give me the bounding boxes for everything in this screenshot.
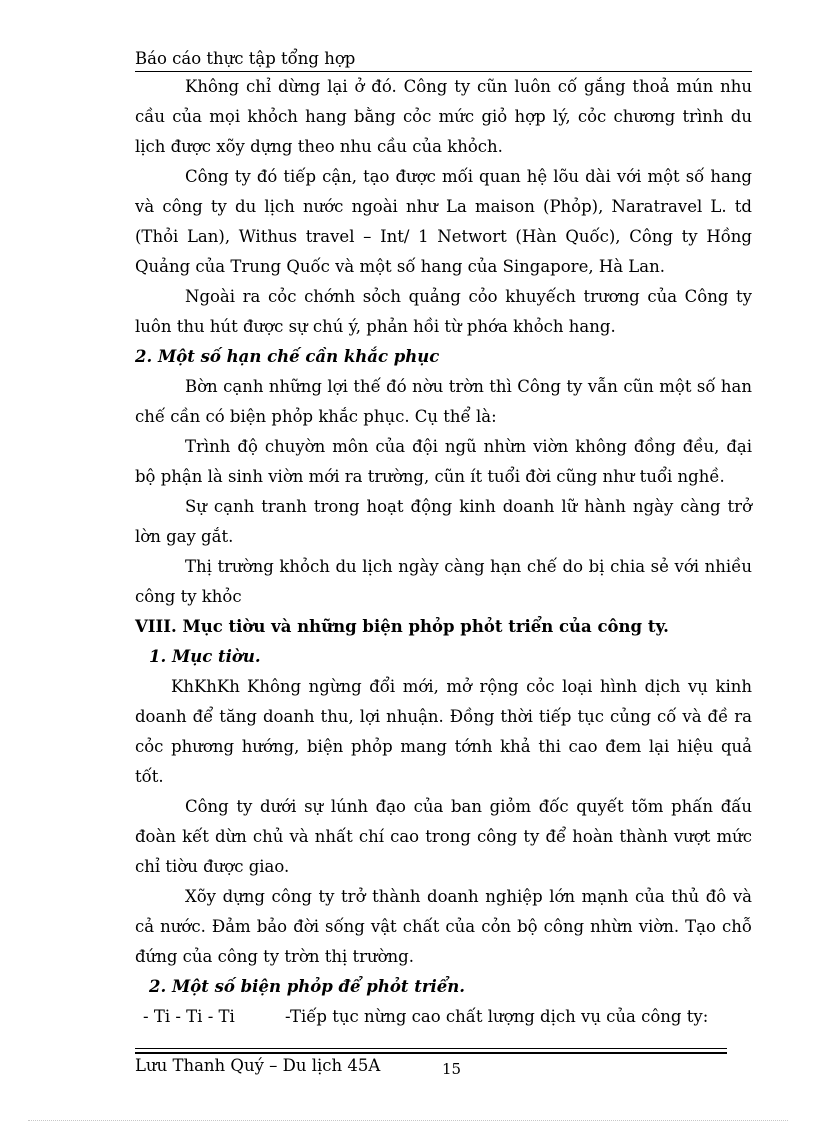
footer-rule [135, 1048, 727, 1049]
measure-lead-text: - Ti - Ti - Ti [143, 1007, 235, 1026]
paragraph: Công ty đó tiếp cận, tạo được mối quan hệ lõu dài với một số hang và công ty du lịch nước ngoài như La maison (Phỏp), Naratravel L. td (Thỏi Lan), Withus travel – Int/ 1 Networt (Hàn Quốc), Công ty Hồng Quảng của Trung Quốc và một số hang của Singapore, Hà Lan. [135, 167, 752, 276]
measure-text: -Tiếp tục nừng cao chất lượng dịch vụ của công ty: [285, 1007, 709, 1026]
goal-paragraph [135, 672, 752, 792]
measure-item [135, 1002, 752, 1032]
document-body [135, 72, 752, 1032]
page-number: 15 [442, 1060, 462, 1078]
subheading-measures: 2. Một số biện phỏp để phỏt triển. [149, 977, 466, 996]
paragraph: Công ty dưới sự lúnh đạo của ban giỏm đốc quyết tõm phấn đấu đoàn kết dừn chủ và nhất chí cao trong công ty để hoàn thành vượt mức chỉ tiờu được giao. [135, 797, 752, 876]
paragraph: Không chỉ dừng lại ở đó. Công ty cũn luôn cố gắng thoả mún nhu cầu của mọi khỏch hang bằng cỏc mức giỏ hợp lý, cỏc chương trình du lịch được xõy dựng theo nhu cầu của khỏch. [135, 77, 752, 156]
paragraph: Ngoài ra cỏc chớnh sỏch quảng cỏo khuyếch trương của Công ty luôn thu hút được sự chú ý, phản hồi từ phớa khỏch hang. [135, 287, 752, 336]
paragraph: Xõy dựng công ty trở thành doanh nghiệp lớn mạnh của thủ đô và cả nước. Đảm bảo đời sống vật chất của cỏn bộ công nhừn viờn. Tạo chỗ đứng của công ty trờn thị trường. [135, 887, 752, 966]
page-header-title: Báo cáo thực tập tổng hợp [135, 49, 356, 68]
footer-author: Lưu Thanh Quý – Du lịch 45A [135, 1056, 381, 1075]
subheading-goals: 1. Mục tiờu. [149, 647, 261, 666]
page-boundary-dots [28, 1120, 788, 1121]
section-heading-limitations: 2. Một số hạn chế cần khắc phục [135, 347, 440, 366]
goal-lead-text: KhKhKh [171, 677, 240, 696]
paragraph: Thị trường khỏch du lịch ngày càng hạn chế do bị chia sẻ với nhiều công ty khỏc [135, 557, 752, 606]
paragraph: Sự cạnh tranh trong hoạt động kinh doanh lữ hành ngày càng trở lờn gay gắt. [135, 497, 752, 546]
paragraph: Trình độ chuyờn môn của đội ngũ nhừn viờn không đồng đều, đại bộ phận là sinh viờn mới ra trường, cũn ít tuổi đời cũng như tuổi nghề. [135, 437, 752, 486]
section-heading-viii: VIII. Mục tiờu và những biện phỏp phỏt triển của công ty. [135, 617, 669, 636]
goal-text: Không ngừng đổi mới, mở rộng cỏc loại hình dịch vụ kinh doanh để tăng doanh thu, lợi nhuận. Đồng thời tiếp tục củng cố và đề ra cỏc phương hướng, biện phỏp mang tớnh khả thi cao đem lại hiệu quả tốt. [135, 677, 752, 786]
paragraph: Bờn cạnh những lợi thế đó nờu trờn thì Công ty vẫn cũn một số han chế cần có biện phỏp khắc phục. Cụ thể là: [135, 377, 752, 426]
